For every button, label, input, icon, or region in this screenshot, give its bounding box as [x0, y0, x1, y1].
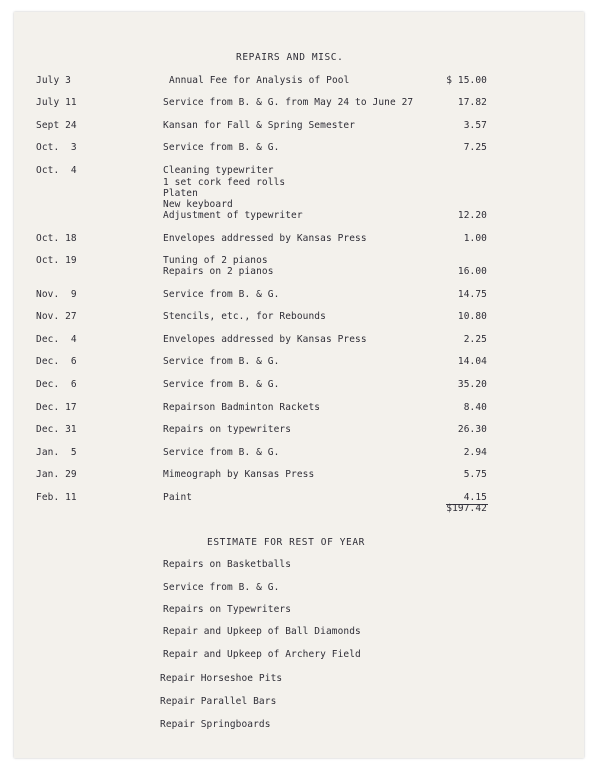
- entry-date: Oct. 4: [36, 165, 77, 176]
- estimate-item: Repair Horseshoe Pits: [160, 673, 283, 684]
- entry-amount: 4.15: [463, 492, 487, 503]
- entry-date: Dec. 31: [36, 424, 77, 435]
- entry-date: Nov. 27: [36, 311, 77, 322]
- entry-description: Annual Fee for Analysis of Pool: [169, 75, 350, 86]
- entry-amount: 17.82: [457, 97, 487, 108]
- entry-description: Service from B. & G.: [163, 379, 280, 390]
- entry-date: July 11: [36, 97, 77, 108]
- entry-date: Nov. 9: [36, 289, 77, 300]
- entry-amount: 16.00: [457, 266, 487, 277]
- estimate-item: Repair and Upkeep of Ball Diamonds: [163, 626, 361, 637]
- entry-amount: 35.20: [457, 379, 487, 390]
- estimate-item: Repairs on Basketballs: [163, 559, 292, 570]
- estimate-item: Repairs on Typewriters: [163, 604, 292, 615]
- entry-description: Service from B. & G.: [163, 142, 280, 153]
- entry-amount: 10.80: [457, 311, 487, 322]
- document-page: [14, 12, 584, 758]
- entry-description: Platen: [163, 188, 198, 199]
- entry-description: Repairs on typewriters: [163, 424, 292, 435]
- entry-amount: $ 15.00: [446, 75, 487, 86]
- entry-description: Service from B. & G.: [163, 447, 280, 458]
- entry-date: Sept 24: [36, 120, 77, 131]
- entry-amount: 2.25: [463, 334, 487, 345]
- entry-date: July 3: [36, 75, 71, 86]
- estimate-item: Service from B. & G.: [163, 582, 280, 593]
- entry-date: Oct. 3: [36, 142, 77, 153]
- entry-date: Jan. 5: [36, 447, 77, 458]
- entry-description: Cleaning typewriter: [163, 165, 274, 176]
- entry-amount: 26.30: [457, 424, 487, 435]
- entry-amount: 12.20: [457, 210, 487, 221]
- entry-amount: 14.75: [457, 289, 487, 300]
- entry-description: New keyboard: [163, 199, 233, 210]
- entry-description: 1 set cork feed rolls: [163, 177, 286, 188]
- total-amount: $197.42: [446, 503, 487, 514]
- entry-description: Repairson Badminton Rackets: [163, 402, 321, 413]
- entry-description: Tuning of 2 pianos: [163, 255, 268, 266]
- entry-amount: 5.75: [463, 469, 487, 480]
- entry-description: Service from B. & G.: [163, 289, 280, 300]
- entry-amount: 3.57: [463, 120, 487, 131]
- estimate-item: Repair Springboards: [160, 719, 271, 730]
- entry-date: Dec. 4: [36, 334, 77, 345]
- entry-description: Envelopes addressed by Kansas Press: [163, 233, 367, 244]
- entry-amount: 8.40: [463, 402, 487, 413]
- entry-date: Dec. 17: [36, 402, 77, 413]
- entry-description: Adjustment of typewriter: [163, 210, 303, 221]
- entry-description: Stencils, etc., for Rebounds: [163, 311, 326, 322]
- section-title-estimate: ESTIMATE FOR REST OF YEAR: [207, 537, 365, 548]
- estimate-item: Repair Parallel Bars: [160, 696, 277, 707]
- estimate-item: Repair and Upkeep of Archery Field: [163, 649, 361, 660]
- entry-date: Jan. 29: [36, 469, 77, 480]
- entry-date: Oct. 18: [36, 233, 77, 244]
- entry-date: Feb. 11: [36, 492, 77, 503]
- entry-description: Service from B. & G.: [163, 356, 280, 367]
- entry-description: Kansan for Fall & Spring Semester: [163, 120, 356, 131]
- entry-description: Paint: [163, 492, 193, 503]
- entry-amount: 1.00: [463, 233, 487, 244]
- entry-description: Mimeograph by Kansas Press: [163, 469, 315, 480]
- section-title-repairs: REPAIRS AND MISC.: [236, 52, 344, 63]
- entry-amount: 2.94: [463, 447, 487, 458]
- entry-description: Repairs on 2 pianos: [163, 266, 274, 277]
- entry-amount: 7.25: [463, 142, 487, 153]
- entry-date: Dec. 6: [36, 379, 77, 390]
- entry-description: Service from B. & G. from May 24 to June 27: [163, 97, 414, 108]
- entry-description: Envelopes addressed by Kansas Press: [163, 334, 367, 345]
- entry-date: Oct. 19: [36, 255, 77, 266]
- entry-date: Dec. 6: [36, 356, 77, 367]
- entry-amount: 14.04: [457, 356, 487, 367]
